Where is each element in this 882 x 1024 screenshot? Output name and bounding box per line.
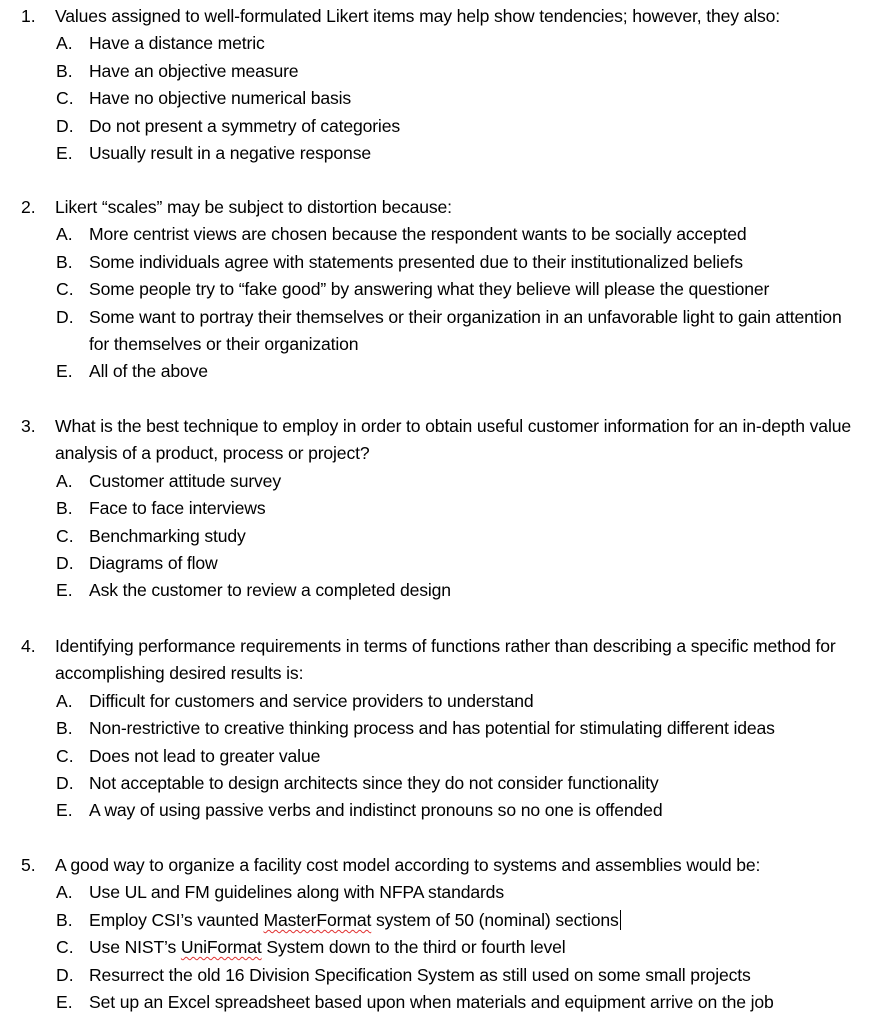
question-text: Identifying performance requirements in terms of functions rather than describing a specific method for accomplishing desired results is:	[55, 636, 836, 684]
option-text: Does not lead to greater value	[89, 745, 321, 766]
answer-option	[0, 770, 882, 797]
answer-option	[0, 85, 882, 112]
option-text: Benchmarking study	[89, 525, 246, 546]
option-text: All of the above	[89, 361, 208, 382]
question-4	[0, 633, 882, 825]
question-text: Values assigned to well-formulated Likert items may help show tendencies; however, they also:	[55, 6, 781, 26]
answer-option	[0, 495, 882, 522]
option-text: Do not present a symmetry of categories	[89, 115, 400, 136]
answer-option	[0, 577, 882, 604]
question-stem	[0, 633, 882, 688]
question-2	[0, 194, 882, 386]
question-5	[0, 852, 882, 1016]
option-letter: B.	[56, 909, 73, 930]
answer-option	[0, 550, 882, 577]
option-letter: D.	[56, 773, 74, 794]
option-letter: D.	[56, 553, 74, 574]
option-letter: C.	[56, 525, 74, 546]
option-text	[89, 907, 864, 934]
answer-option	[0, 934, 882, 961]
option-text: Some people try to “fake good” by answering what they believe will please the questioner	[89, 279, 770, 300]
option-letter: A.	[56, 33, 73, 54]
question-number: 1.	[21, 6, 36, 26]
answer-option	[0, 879, 882, 906]
question-text: Likert “scales” may be subject to distortion because:	[55, 197, 452, 217]
answer-option	[0, 140, 882, 167]
text-run: Use NIST’s	[89, 937, 181, 958]
answer-option	[0, 962, 882, 989]
option-letter: A.	[56, 470, 73, 491]
text-cursor	[620, 910, 622, 930]
spelling-flagged-word[interactable]: MasterFormat	[263, 909, 372, 930]
option-text: Resurrect the old 16 Division Specification System as still used on some small projects	[89, 964, 751, 985]
option-text: Some individuals agree with statements presented due to their institutionalized beliefs	[89, 251, 743, 272]
option-letter: B.	[56, 60, 73, 81]
option-letter: D.	[56, 115, 74, 136]
option-letter: C.	[56, 88, 74, 109]
question-stem	[0, 413, 882, 468]
question-text: What is the best technique to employ in order to obtain useful customer information for an in-depth value analysis of a product, process or project?	[55, 416, 851, 464]
option-letter: B.	[56, 498, 73, 519]
option-text: Non-restrictive to creative thinking process and has potential for stimulating different ideas	[89, 718, 775, 739]
answer-option	[0, 249, 882, 276]
option-text: Customer attitude survey	[89, 470, 281, 491]
answer-option	[0, 989, 882, 1016]
option-text: A way of using passive verbs and indistinct pronouns so no one is offended	[89, 800, 663, 821]
answer-option	[0, 743, 882, 770]
option-text: Diagrams of flow	[89, 553, 218, 574]
question-3	[0, 413, 882, 605]
option-letter: D.	[56, 306, 74, 327]
option-text	[89, 934, 864, 961]
question-stem	[0, 3, 882, 30]
spelling-flagged-word[interactable]: UniFormat	[180, 937, 262, 958]
option-text: Usually result in a negative response	[89, 143, 371, 164]
option-letter: A.	[56, 882, 73, 903]
option-text: Use UL and FM guidelines along with NFPA standards	[89, 882, 504, 903]
question-number: 2.	[21, 197, 36, 217]
text-run: Employ CSI’s vaunted	[89, 909, 264, 930]
answer-option	[0, 58, 882, 85]
answer-option	[0, 30, 882, 57]
option-letter: E.	[56, 800, 73, 821]
question-number: 5.	[21, 855, 36, 875]
option-letter: B.	[56, 718, 73, 739]
answer-option	[0, 468, 882, 495]
answer-option	[0, 304, 882, 359]
option-text: Have no objective numerical basis	[89, 88, 352, 109]
answer-option	[0, 688, 882, 715]
answer-option	[0, 276, 882, 303]
text-run: System down to the third or fourth level	[261, 937, 566, 958]
question-stem	[0, 194, 882, 221]
option-text: More centrist views are chosen because the respondent wants to be socially accepted	[89, 224, 747, 245]
question-1	[0, 3, 882, 167]
option-text: Ask the customer to review a completed design	[89, 580, 451, 601]
option-text: Set up an Excel spreadsheet based upon when materials and equipment arrive on the job	[89, 992, 774, 1013]
answer-option	[0, 715, 882, 742]
option-letter: E.	[56, 143, 73, 164]
option-text: Have an objective measure	[89, 60, 299, 81]
option-letter: C.	[56, 745, 74, 766]
option-letter: C.	[56, 937, 74, 958]
option-letter: E.	[56, 580, 73, 601]
option-text: Face to face interviews	[89, 498, 266, 519]
text-run: system of 50 (nominal) sections	[371, 909, 619, 930]
answer-option	[0, 797, 882, 824]
option-text: Some want to portray their themselves or their organization in an unfavorable light to gain attention for themselves or their organization	[89, 306, 842, 355]
option-text: Not acceptable to design architects since they do not consider functionality	[89, 773, 659, 794]
answer-option	[0, 523, 882, 550]
question-text: A good way to organize a facility cost model according to systems and assemblies would be:	[55, 855, 761, 875]
option-letter: E.	[56, 992, 73, 1013]
answer-option	[0, 113, 882, 140]
option-letter: A.	[56, 690, 73, 711]
option-text: Difficult for customers and service providers to understand	[89, 690, 534, 711]
question-number: 4.	[21, 636, 36, 656]
question-stem	[0, 852, 882, 879]
answer-option	[0, 221, 882, 248]
option-text: Have a distance metric	[89, 33, 265, 54]
option-letter: B.	[56, 251, 73, 272]
answer-option	[0, 358, 882, 385]
option-letter: C.	[56, 279, 74, 300]
option-letter: D.	[56, 964, 74, 985]
option-letter: E.	[56, 361, 73, 382]
question-number: 3.	[21, 416, 36, 436]
option-letter: A.	[56, 224, 73, 245]
answer-option	[0, 907, 882, 934]
